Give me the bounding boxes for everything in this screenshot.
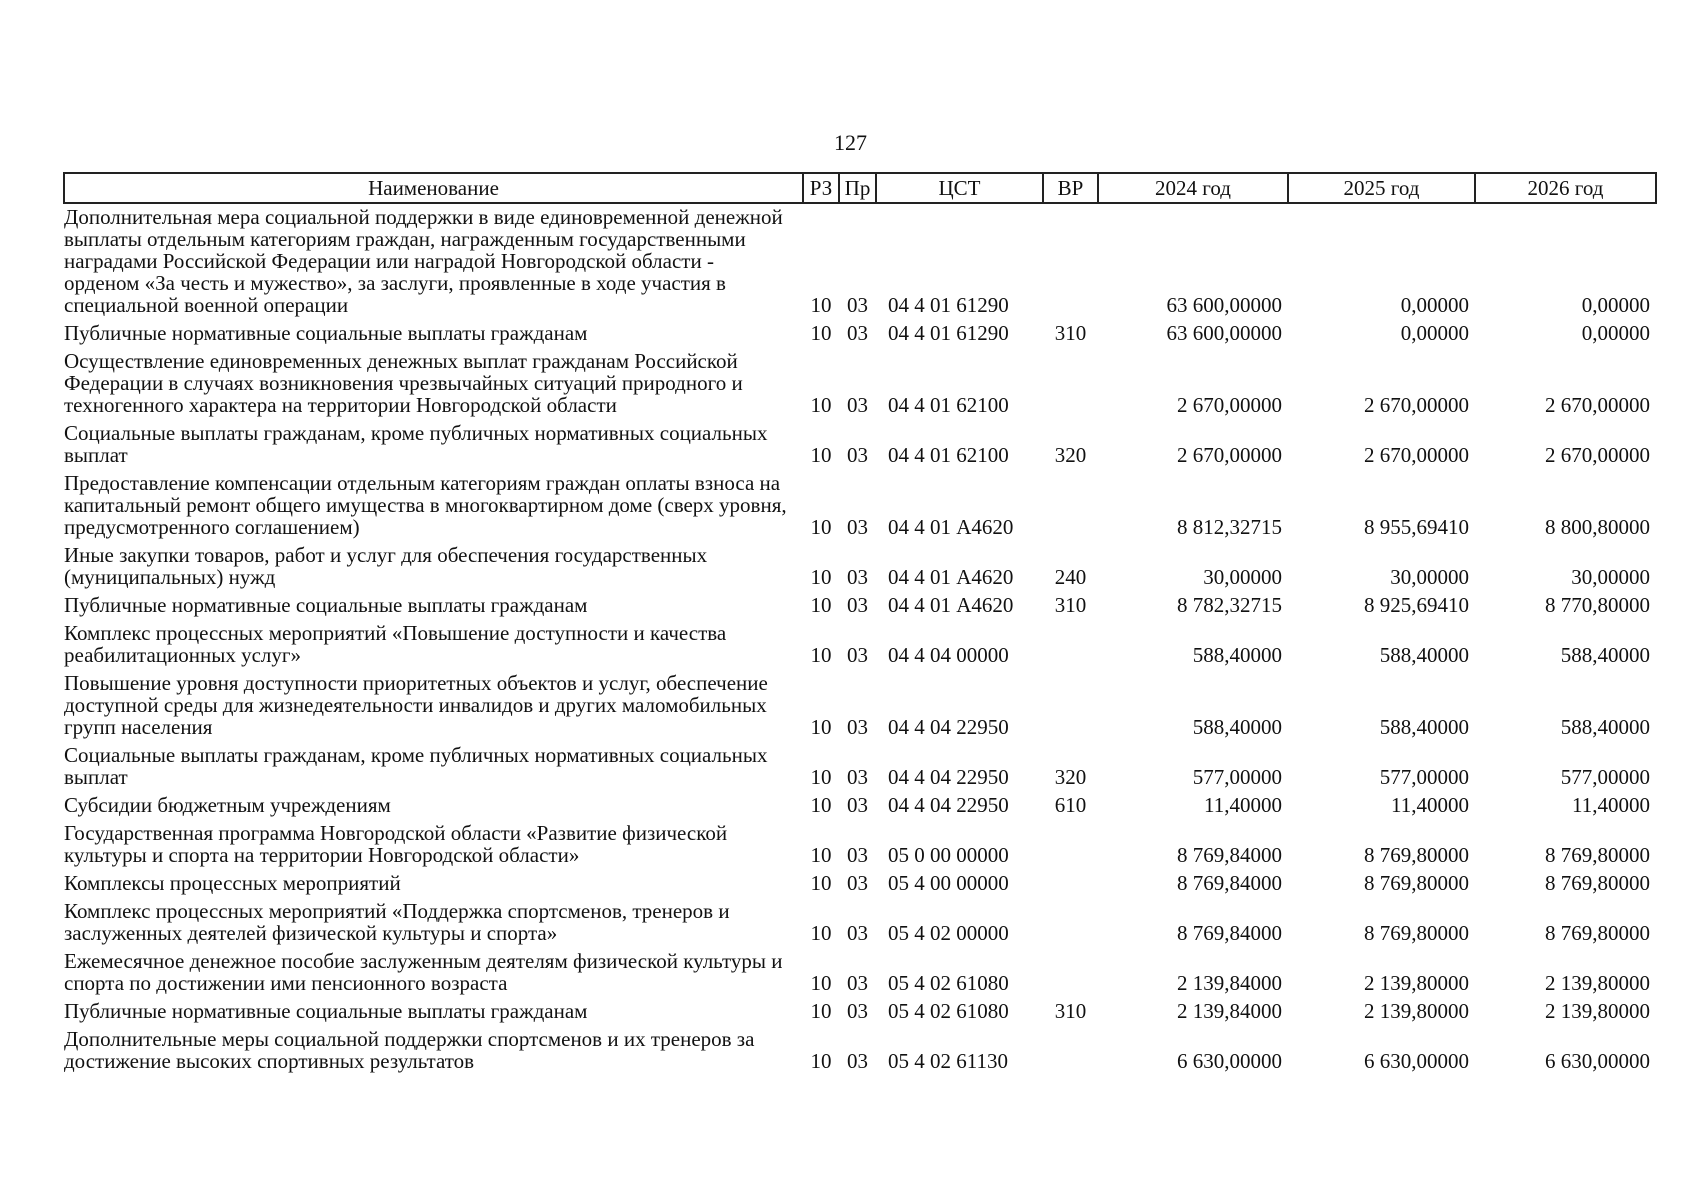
row-rz: 10 — [810, 1049, 832, 1073]
header-2026: 2026 год — [1475, 173, 1656, 203]
row-value-2024: 8 812,32715 — [1177, 515, 1282, 539]
row-value-2025: 8 769,80000 — [1364, 871, 1469, 895]
row-pr: 03 — [847, 565, 868, 589]
row-vr: 320 — [1054, 443, 1087, 467]
row-pr: 03 — [847, 1049, 868, 1073]
row-rz: 10 — [810, 765, 832, 789]
row-value-2025: 8 769,80000 — [1364, 843, 1469, 867]
row-vr — [1043, 348, 1098, 420]
row-cst: 05 4 02 00000 — [888, 921, 1009, 945]
row-value-2025: 2 670,00000 — [1364, 393, 1469, 417]
row-name: Предоставление компенсации отдельным категориям граждан оплаты взноса на капитальный ремонт общего имущества в многоквартирном доме (сверх уровня, предусмотренного соглашением) — [64, 471, 787, 539]
row-value-2025: 30,00000 — [1390, 565, 1469, 589]
row-vr: 310 — [1054, 593, 1087, 617]
row-value-2025: 0,00000 — [1400, 321, 1469, 345]
row-cst: 05 4 02 61080 — [888, 971, 1009, 995]
row-rz: 10 — [810, 443, 832, 467]
row-value-2026: 2 670,00000 — [1545, 443, 1650, 467]
row-value-2025: 8 769,80000 — [1364, 921, 1469, 945]
row-value-2024: 8 769,84000 — [1177, 843, 1282, 867]
row-pr: 03 — [847, 793, 868, 817]
row-vr — [1043, 203, 1098, 320]
row-name: Публичные нормативные социальные выплаты гражданам — [64, 593, 588, 617]
row-pr: 03 — [847, 921, 868, 945]
row-value-2024: 63 600,00000 — [1166, 293, 1282, 317]
row-rz: 10 — [810, 871, 832, 895]
row-pr: 03 — [847, 593, 868, 617]
table-row — [64, 820, 1656, 870]
row-vr: 310 — [1054, 999, 1087, 1023]
row-value-2026: 0,00000 — [1581, 293, 1650, 317]
row-value-2025: 588,40000 — [1379, 715, 1469, 739]
table-row — [64, 792, 1656, 820]
row-name: Ежемесячное денежное пособие заслуженным деятелям физической культуры и спорта по достижении ими пенсионного возраста — [64, 949, 783, 995]
header-rz: РЗ — [803, 173, 839, 203]
row-value-2025: 6 630,00000 — [1364, 1049, 1469, 1073]
row-name: Комплексы процессных мероприятий — [64, 871, 401, 895]
row-name: Публичные нормативные социальные выплаты гражданам — [64, 321, 588, 345]
row-name: Повышение уровня доступности приоритетных объектов и услуг, обеспечение доступной среды для жизнедеятельности инвалидов и других маломобильных групп населения — [64, 671, 768, 739]
table-row — [64, 998, 1656, 1026]
row-pr: 03 — [847, 293, 868, 317]
row-value-2026: 8 770,80000 — [1545, 593, 1650, 617]
row-cst: 04 4 04 00000 — [888, 643, 1009, 667]
table-row — [64, 420, 1656, 470]
row-pr: 03 — [847, 393, 868, 417]
row-value-2024: 8 769,84000 — [1177, 921, 1282, 945]
row-cst: 04 4 04 22950 — [888, 715, 1009, 739]
row-cst: 04 4 04 22950 — [888, 765, 1009, 789]
header-vr: ВР — [1043, 173, 1098, 203]
row-vr: 240 — [1054, 565, 1087, 589]
row-vr: 320 — [1054, 765, 1087, 789]
row-pr: 03 — [847, 443, 868, 467]
row-value-2026: 30,00000 — [1571, 565, 1650, 589]
row-value-2026: 2 139,80000 — [1545, 971, 1650, 995]
row-value-2024: 577,00000 — [1192, 765, 1282, 789]
row-name: Государственная программа Новгородской области «Развитие физической культуры и спорта на территории Новгородской области» — [64, 821, 728, 867]
row-rz: 10 — [810, 843, 832, 867]
header-cst: ЦСТ — [876, 173, 1043, 203]
table-row — [64, 742, 1656, 792]
row-value-2024: 588,40000 — [1192, 715, 1282, 739]
row-value-2024: 63 600,00000 — [1166, 321, 1282, 345]
header-2025: 2025 год — [1288, 173, 1475, 203]
row-rz: 10 — [810, 643, 832, 667]
row-value-2026: 6 630,00000 — [1545, 1049, 1650, 1073]
page-number: 127 — [834, 130, 867, 155]
table-header-row — [64, 173, 1656, 203]
row-value-2026: 577,00000 — [1560, 765, 1650, 789]
row-value-2026: 588,40000 — [1560, 643, 1650, 667]
table-row — [64, 348, 1656, 420]
row-vr — [1043, 470, 1098, 542]
row-rz: 10 — [810, 921, 832, 945]
row-value-2026: 588,40000 — [1560, 715, 1650, 739]
row-value-2025: 2 139,80000 — [1364, 999, 1469, 1023]
table-row — [64, 670, 1656, 742]
row-vr — [1043, 898, 1098, 948]
row-vr — [1043, 1026, 1098, 1076]
table-row — [64, 898, 1656, 948]
row-value-2026: 8 800,80000 — [1545, 515, 1650, 539]
row-value-2024: 2 139,84000 — [1177, 971, 1282, 995]
table-row — [64, 542, 1656, 592]
row-value-2026: 11,40000 — [1572, 793, 1650, 817]
row-value-2025: 11,40000 — [1391, 793, 1469, 817]
row-cst: 05 4 02 61080 — [888, 999, 1009, 1023]
row-name: Публичные нормативные социальные выплаты гражданам — [64, 999, 588, 1023]
row-name: Социальные выплаты гражданам, кроме публичных нормативных социальных выплат — [64, 743, 768, 789]
row-vr — [1043, 820, 1098, 870]
row-value-2025: 577,00000 — [1379, 765, 1469, 789]
row-pr: 03 — [847, 643, 868, 667]
row-vr — [1043, 620, 1098, 670]
row-value-2024: 6 630,00000 — [1177, 1049, 1282, 1073]
table-row — [64, 203, 1656, 320]
row-vr: 610 — [1054, 793, 1087, 817]
row-value-2024: 11,40000 — [1204, 793, 1282, 817]
row-vr — [1043, 948, 1098, 998]
row-pr: 03 — [847, 765, 868, 789]
row-pr: 03 — [847, 971, 868, 995]
budget-table — [63, 172, 1657, 1076]
row-value-2026: 2 670,00000 — [1545, 393, 1650, 417]
row-value-2025: 0,00000 — [1400, 293, 1469, 317]
row-vr — [1043, 670, 1098, 742]
row-value-2026: 0,00000 — [1581, 321, 1650, 345]
row-value-2024: 2 670,00000 — [1177, 443, 1282, 467]
row-cst: 04 4 01 А4620 — [888, 515, 1014, 539]
row-rz: 10 — [810, 321, 832, 345]
table-row — [64, 870, 1656, 898]
row-pr: 03 — [847, 871, 868, 895]
row-rz: 10 — [810, 515, 832, 539]
row-pr: 03 — [847, 999, 868, 1023]
table-row — [64, 592, 1656, 620]
row-value-2026: 2 139,80000 — [1545, 999, 1650, 1023]
header-pr: Пр — [839, 173, 876, 203]
row-value-2024: 2 670,00000 — [1177, 393, 1282, 417]
row-rz: 10 — [810, 565, 832, 589]
row-pr: 03 — [847, 715, 868, 739]
row-cst: 04 4 01 62100 — [888, 443, 1009, 467]
row-value-2026: 8 769,80000 — [1545, 921, 1650, 945]
row-pr: 03 — [847, 321, 868, 345]
row-value-2025: 8 925,69410 — [1364, 593, 1469, 617]
row-name: Комплекс процессных мероприятий «Повышение доступности и качества реабилитационных услуг» — [64, 621, 727, 667]
row-pr: 03 — [847, 843, 868, 867]
row-value-2025: 588,40000 — [1379, 643, 1469, 667]
table-row — [64, 470, 1656, 542]
table-row — [64, 620, 1656, 670]
row-value-2024: 588,40000 — [1192, 643, 1282, 667]
row-cst: 05 4 00 00000 — [888, 871, 1009, 895]
row-cst: 05 0 00 00000 — [888, 843, 1009, 867]
row-cst: 04 4 01 61290 — [888, 321, 1009, 345]
row-rz: 10 — [810, 715, 832, 739]
table-body — [64, 203, 1656, 1076]
row-cst: 05 4 02 61130 — [888, 1049, 1008, 1073]
header-name: Наименование — [64, 173, 803, 203]
row-name: Дополнительная мера социальной поддержки в виде единовременной денежной выплаты отдельным категориям граждан, награжденным государственными наградами Российской Федерации или наградой Новгородской области - орденом «За честь и мужество», за заслуги, проявленные в ходе участия в специальной военной операции — [64, 205, 783, 317]
header-2024: 2024 год — [1098, 173, 1288, 203]
row-value-2026: 8 769,80000 — [1545, 843, 1650, 867]
row-name: Осуществление единовременных денежных выплат гражданам Российской Федерации в случаях возникновения чрезвычайных ситуаций природного и техногенного характера на территории Новгородской области — [64, 349, 743, 417]
row-value-2024: 8 782,32715 — [1177, 593, 1282, 617]
row-value-2025: 2 670,00000 — [1364, 443, 1469, 467]
row-value-2025: 2 139,80000 — [1364, 971, 1469, 995]
row-value-2026: 8 769,80000 — [1545, 871, 1650, 895]
row-vr — [1043, 870, 1098, 898]
row-cst: 04 4 01 А4620 — [888, 565, 1014, 589]
row-rz: 10 — [810, 393, 832, 417]
table-row — [64, 948, 1656, 998]
row-value-2024: 2 139,84000 — [1177, 999, 1282, 1023]
row-cst: 04 4 01 А4620 — [888, 593, 1014, 617]
table-row — [64, 320, 1656, 348]
row-name: Дополнительные меры социальной поддержки спортсменов и их тренеров за достижение высоких спортивных результатов — [64, 1027, 755, 1073]
row-rz: 10 — [810, 793, 832, 817]
row-value-2025: 8 955,69410 — [1364, 515, 1469, 539]
row-vr: 310 — [1054, 321, 1087, 345]
row-cst: 04 4 01 61290 — [888, 293, 1009, 317]
table-row — [64, 1026, 1656, 1076]
row-rz: 10 — [810, 593, 832, 617]
row-name: Иные закупки товаров, работ и услуг для обеспечения государственных (муниципальных) нужд — [64, 543, 708, 589]
row-value-2024: 30,00000 — [1203, 565, 1282, 589]
row-rz: 10 — [810, 999, 832, 1023]
row-cst: 04 4 04 22950 — [888, 793, 1009, 817]
row-pr: 03 — [847, 515, 868, 539]
row-rz: 10 — [810, 293, 832, 317]
row-name: Социальные выплаты гражданам, кроме публичных нормативных социальных выплат — [64, 421, 768, 467]
row-rz: 10 — [810, 971, 832, 995]
row-name: Комплекс процессных мероприятий «Поддержка спортсменов, тренеров и заслуженных деятелей физической культуры и спорта» — [64, 899, 730, 945]
row-name: Субсидии бюджетным учреждениям — [64, 793, 391, 817]
row-cst: 04 4 01 62100 — [888, 393, 1009, 417]
row-value-2024: 8 769,84000 — [1177, 871, 1282, 895]
